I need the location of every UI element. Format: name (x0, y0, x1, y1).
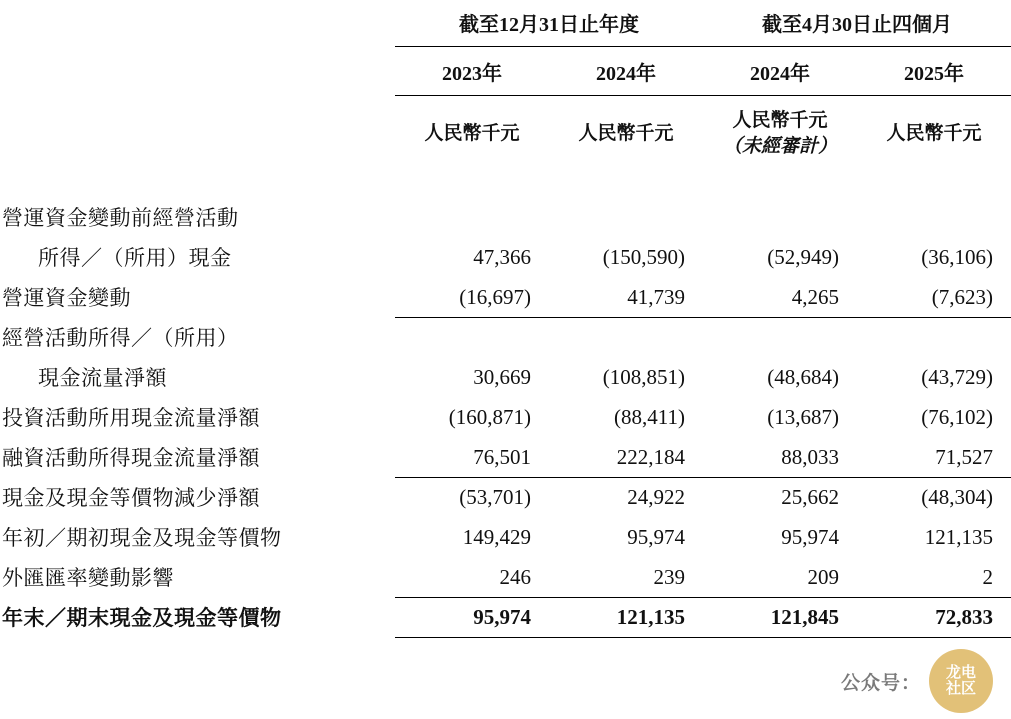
row-label: 現金及現金等價物減少淨額 (2, 486, 260, 511)
row-label: 外匯匯率變動影響 (2, 566, 174, 591)
row-value: 76,501 (395, 437, 549, 477)
row-label: 所得／（所用）現金 (38, 246, 232, 271)
row-label: 年末／期末現金及現金等價物 (2, 606, 282, 631)
row-value: 47,366 (473, 244, 531, 269)
header-year-row (0, 47, 1011, 96)
header-year-2024-annual: 2024年 (549, 47, 703, 96)
row-value: 246 (395, 557, 549, 597)
table-row (0, 397, 1011, 437)
row-value: 239 (549, 557, 703, 597)
header-unit-2025-interim-main: 人民幣千元 (886, 122, 982, 144)
header-group-annual: 截至12月31日止年度 (395, 0, 703, 47)
header-unit-2023 (395, 96, 549, 162)
row-value: 121,135 (924, 524, 993, 549)
row-label: 年初／期初現金及現金等價物 (2, 526, 282, 551)
header-corner-blank (0, 0, 395, 47)
row-value: 121,845 (703, 597, 857, 637)
row-value: 30,669 (473, 364, 531, 389)
row-label: 投資活動所用現金流量淨額 (2, 406, 260, 431)
header-group-fourmonth: 截至4月30日止四個月 (703, 0, 1011, 47)
row-value: 149,429 (462, 524, 531, 549)
row-value: 209 (703, 557, 857, 597)
row-value: 4,265 (703, 277, 857, 317)
row-value: (52,949) (767, 244, 839, 269)
header-unit-2024-interim (703, 96, 857, 162)
header-year-2023: 2023年 (395, 47, 549, 96)
header-unit-2024-interim-note: （未經審計） (722, 135, 837, 157)
row-value: 72,833 (857, 597, 1011, 637)
row-value: 121,135 (549, 597, 703, 637)
row-value: 95,974 (395, 597, 549, 637)
row-label: 融資活動所得現金流量淨額 (2, 446, 260, 471)
row-value: (48,304) (921, 485, 993, 510)
row-value (549, 197, 703, 237)
header-year-blank (0, 47, 395, 96)
row-value: 95,974 (781, 524, 839, 549)
watermark-text: 公众号： (840, 672, 921, 694)
header-year-2024-interim: 2024年 (703, 47, 857, 96)
row-value: (48,684) (767, 364, 839, 389)
table-row (0, 597, 1011, 637)
row-value: (7,623) (857, 277, 1011, 317)
header-group-row (0, 0, 1011, 47)
row-value: (13,687) (767, 404, 839, 429)
row-value (395, 317, 549, 357)
row-value: (88,411) (614, 404, 685, 429)
row-value: 95,974 (627, 524, 685, 549)
table-header (0, 0, 1011, 197)
header-unit-2025-interim (857, 96, 1011, 162)
row-value: (36,106) (921, 244, 993, 269)
row-value (395, 197, 549, 237)
header-unit-2023-main: 人民幣千元 (424, 122, 520, 144)
header-unit-blank (0, 96, 395, 162)
row-value: (53,701) (459, 485, 531, 510)
row-value: (108,851) (602, 364, 685, 389)
watermark-badge-line1: 龙电 (945, 664, 976, 682)
row-value: 2 (857, 557, 1011, 597)
row-label: 營運資金變動前經營活動 (2, 206, 239, 231)
row-value: 41,739 (549, 277, 703, 317)
row-value: (43,729) (921, 364, 993, 389)
row-value: (16,697) (395, 277, 549, 317)
row-value: 222,184 (549, 437, 703, 477)
row-label: 現金流量淨額 (38, 366, 167, 391)
row-label: 經營活動所得／（所用） (2, 326, 239, 351)
row-value (857, 197, 1011, 237)
row-value (857, 317, 1011, 357)
row-value: 25,662 (781, 485, 839, 510)
row-label: 營運資金變動 (2, 286, 131, 311)
row-value (703, 317, 857, 357)
row-value (703, 197, 857, 237)
table-body (0, 197, 1011, 637)
table-row (0, 317, 1011, 357)
header-unit-2024-interim-main: 人民幣千元 (732, 110, 828, 131)
watermark (841, 649, 993, 713)
table-row (0, 277, 1011, 317)
table-row (0, 517, 1011, 557)
table-row (0, 437, 1011, 477)
row-value (549, 317, 703, 357)
header-unit-row (0, 96, 1011, 162)
table-row (0, 237, 1011, 277)
table-row (0, 557, 1011, 597)
row-value: (76,102) (921, 404, 993, 429)
watermark-badge-line2: 社区 (945, 680, 976, 697)
header-year-2025-interim: 2025年 (857, 47, 1011, 96)
header-unit-2024-annual (549, 96, 703, 162)
table-row (0, 197, 1011, 237)
header-unit-2024-annual-main: 人民幣千元 (578, 122, 674, 144)
row-value: 71,527 (857, 437, 1011, 477)
row-value: (160,871) (448, 404, 531, 429)
row-value: (150,590) (602, 244, 685, 269)
row-value: 24,922 (627, 485, 685, 510)
table-row (0, 477, 1011, 517)
row-value: 88,033 (703, 437, 857, 477)
table-row (0, 357, 1011, 397)
header-spacer (0, 161, 1011, 197)
watermark-badge (929, 649, 993, 713)
